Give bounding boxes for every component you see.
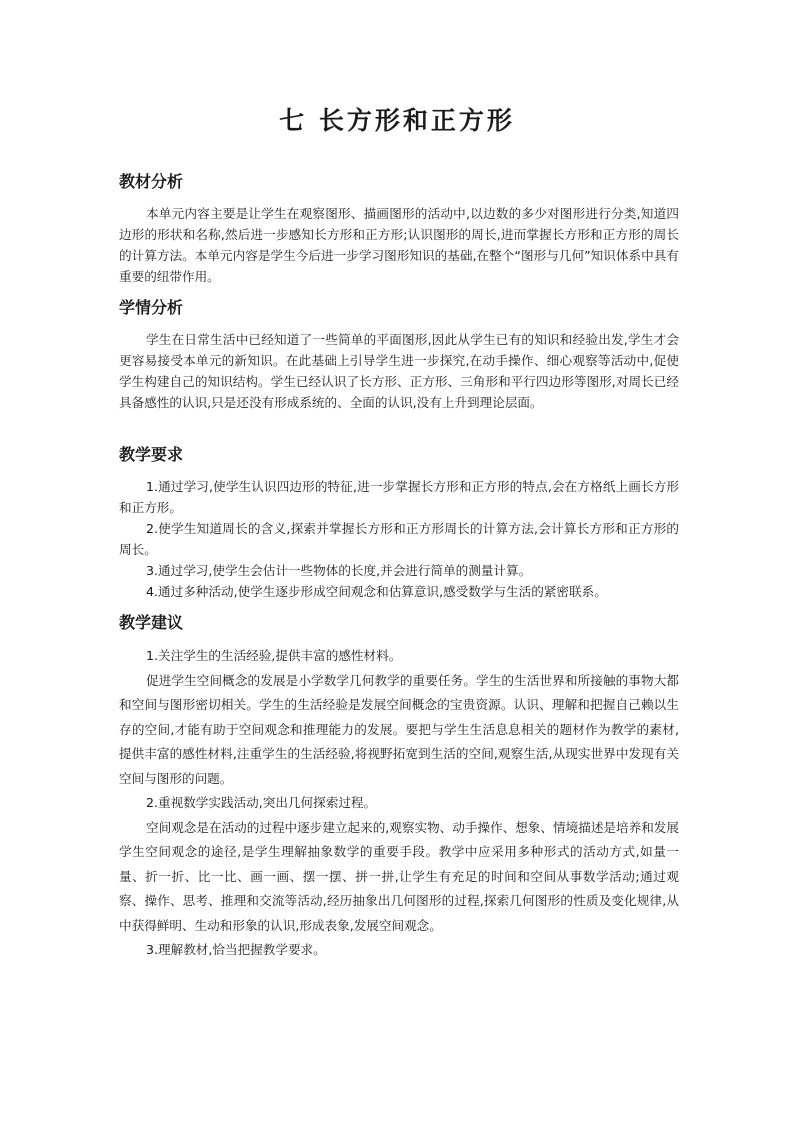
section-teaching-requirements: [119, 444, 679, 602]
section-paragraph: 学生在日常生活中已经知道了一些简单的平面图形,因此从学生已有的知识和经验出发,学生才会更容易接受本单元的新知识。在此基础上引导学生进一步探究,在动手操作、细心观察等活动中,促使学生构建自己的知识结构。学生已经认识了长方形、正方形、三角形和平行四边形等图形,对周长已经具备感性的认识,只是还没有形成系统的、全面的认识,没有上升到理论层面。: [119, 332, 679, 410]
section-paragraph: 本单元内容主要是让学生在观察图形、描画图形的活动中,以边数的多少对图形进行分类,知道四边形的形状和名称,然后进一步感知长方形和正方形;认识图形的周长,进而掌握长方形和正方形的周长的计算方法。本单元内容是学生今后进一步学习图形知识的基础,在整个“图形与几何”知识体系中具有重要的纽带作用。: [119, 206, 679, 284]
suggestion-paragraph: 促进学生空间概念的发展是小学数学几何教学的重要任务。学生的生活世界和所接触的事物大都和空间与图形密切相关。学生的生活经验是发展空间概念的宝贵资源。认识、理解和把握自己赖以生存的空间,才能有助于空间观念和推理能力的发展。要把与学生生活息息相关的题材作为教学的素材,提供丰富的感性材料,注重学生的生活经验,将视野拓宽到生活的空间,观察生活,从现实世界中发现有关空间与图形的问题。: [119, 672, 679, 786]
section-heading: 学情分析: [119, 298, 184, 317]
requirement-item: 2.使学生知道周长的含义,探索并掌握长方形和正方形周长的计算方法,会计算长方形和正方形的周长。: [119, 521, 679, 557]
requirement-item: 3.通过学习,使学生会估计一些物体的长度,并会进行简单的测量计算。: [146, 563, 532, 578]
suggestion-point: 1.关注学生的生活经验,提供丰富的感性材料。: [146, 648, 402, 663]
requirement-item: 4.通过多种活动,使学生逐步形成空间观念和估算意识,感受数学与生活的紧密联系。: [146, 584, 607, 599]
suggestion-paragraph: 空间观念是在活动的过程中逐步建立起来的,观察实物、动手操作、想象、情境描述是培养和发展学生空间观念的途径,是学生理解抽象数学的重要手段。教学中应采用多种形式的活动方式,如量一量、折一折、比一比、画一画、摆一摆、拼一拼,让学生有充足的时间和空间从事数学活动;通过观察、操作、思考、推理和交流等活动,经历抽象出几何图形的过程,探索几何图形的性质及变化规律,从中获得鲜明、生动和形象的认识,形成表象,发展空间观念。: [119, 819, 679, 933]
section-heading: 教材分析: [119, 172, 184, 191]
section-heading: 教学要求: [119, 445, 184, 464]
section-textbook-analysis: [119, 171, 679, 287]
page-title: 七 长方形和正方形: [279, 106, 515, 135]
section-teaching-suggestions: [119, 612, 679, 963]
suggestion-point: 2.重视数学实践活动,突出几何探索过程。: [146, 795, 377, 810]
section-heading: 教学建议: [119, 613, 184, 632]
requirement-item: 1.通过学习,使学生认识四边形的特征,进一步掌握长方形和正方形的特点,会在方格纸上画长方形和正方形。: [119, 479, 679, 515]
suggestion-point: 3.理解教材,恰当把握教学要求。: [146, 942, 326, 957]
section-learning-analysis: [119, 297, 679, 413]
